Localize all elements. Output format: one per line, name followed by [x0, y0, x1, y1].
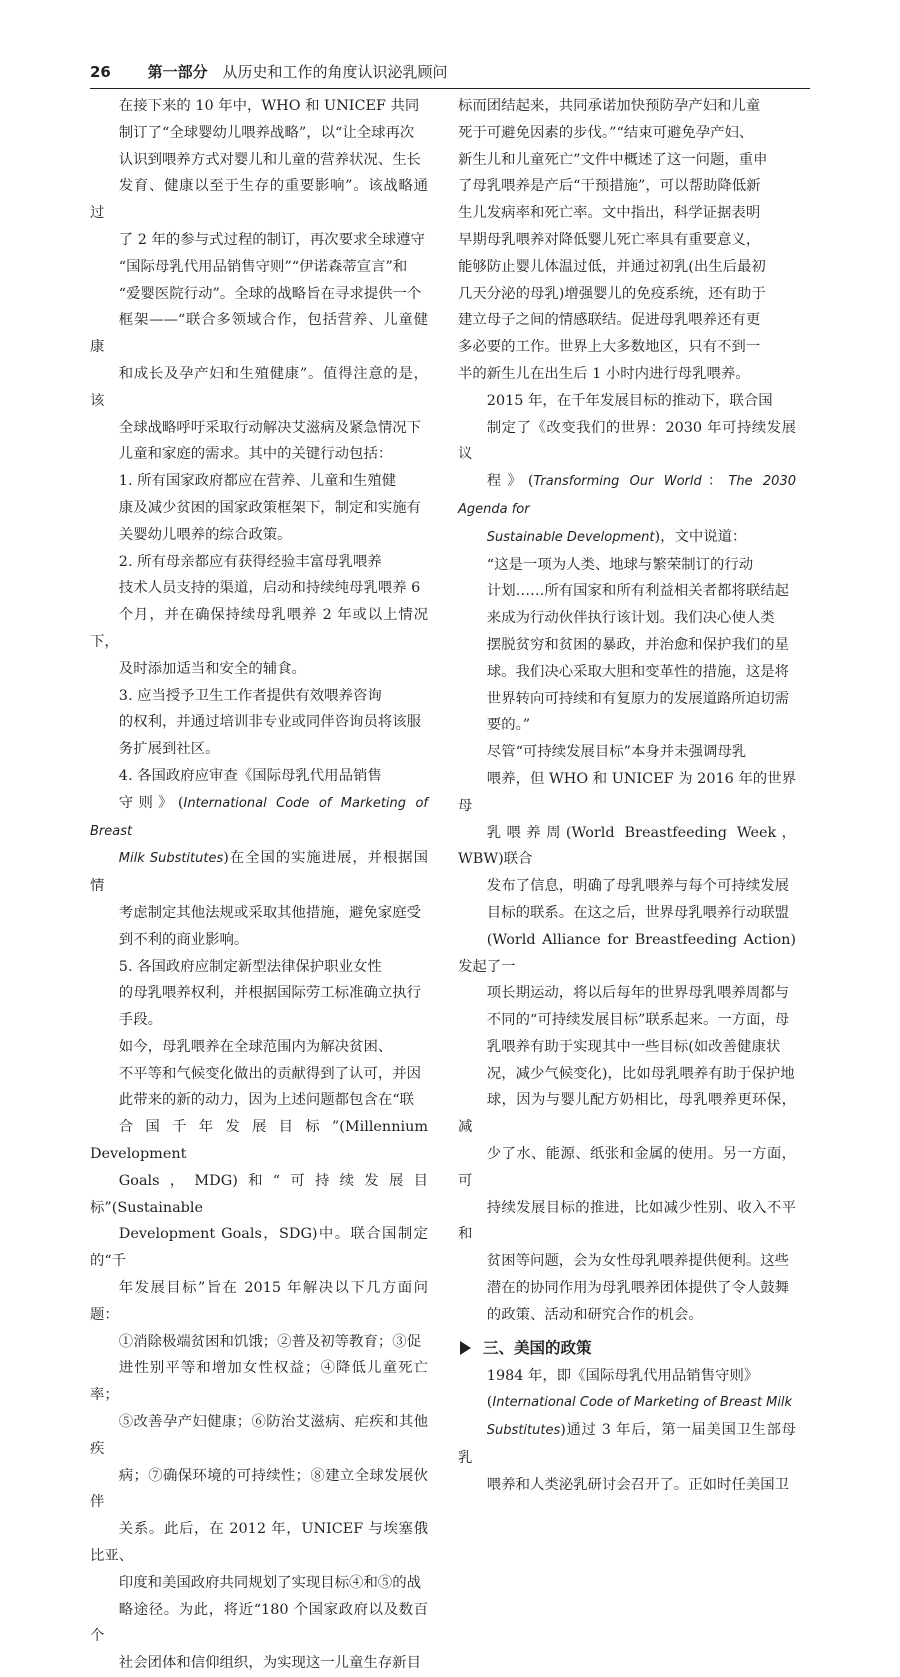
text-run: )在全国的实施进展，并根据国情 [90, 850, 429, 895]
text-line: 死于可避免因素的步伐。”“结束可避免孕产妇、 [458, 124, 754, 141]
text-line: “这是一项为人类、地球与繁荣制订的行动 [486, 556, 754, 573]
text-line: (World Alliance for Breastfeeding Action)发起了一 [458, 931, 796, 975]
text-line: 制定了《改变我们的世界：2030 年可持续发展议 [458, 419, 796, 463]
text-line [458, 1417, 796, 1472]
text-line: 贫困等问题，会为女性母乳喂养提供便利。这些 [486, 1253, 790, 1270]
text-line: 世界转向可持续和有复原力的发展道路所迫切需 [486, 690, 790, 707]
text-line: 手段。 [118, 1012, 162, 1029]
text-line: 要的。” [486, 717, 531, 734]
text-line: 年发展目标”旨在 2015 年解决以下几方面问题： [90, 1280, 428, 1323]
english-title-italic: Milk Substitutes [118, 851, 224, 867]
text-line: 全球战略呼吁采取行动解决艾滋病及紧急情况下 [118, 419, 422, 436]
text-line: 的政策、活动和研究合作的机会。 [486, 1306, 703, 1323]
right-paragraph-4 [458, 1363, 796, 1499]
right-paragraph-1 [458, 93, 796, 388]
english-title-italic: International Code of Marketing of Breast Milk [492, 1395, 793, 1411]
text-line: ⑤改善孕产妇健康；⑥防治艾滋病、疟疾和其他疾 [90, 1414, 428, 1457]
text-line: 进性别平等和增加女性权益；④降低儿童死亡率； [90, 1360, 428, 1404]
text-line [90, 790, 428, 846]
text-line: 乳喂养有助于实现其中一些目标(如改善健康状 [486, 1038, 781, 1055]
text-line: 发布了信息，明确了母乳喂养与每个可持续发展 [486, 878, 790, 895]
un-agenda-quote [458, 552, 796, 740]
text-line: 计划……所有国家和所有利益相关者都将联结起 [486, 583, 790, 600]
text-line: 的母乳喂养权利，并根据国际劳工标准确立执行 [118, 985, 422, 1002]
text-line: 关系。此后，在 2012 年，UNICEF 与埃塞俄比亚、 [90, 1521, 428, 1565]
english-title-italic: International Code of Marketing of Breast [90, 795, 428, 839]
text-line: 康及减少贫困的国家政策框架下，制定和实施有 [118, 499, 422, 516]
text-line: 球，因为与婴儿配方奶相比，母乳喂养更环保，减 [458, 1092, 796, 1136]
text-run: 程》( [486, 473, 534, 490]
text-line: 摆脱贫穷和贫困的暴政，并治愈和保护我们的星 [486, 636, 790, 653]
text-line: 来成为行动伙伴执行该计划。我们决心使人类 [486, 610, 775, 627]
left-column [90, 93, 429, 1672]
text-line [458, 524, 796, 552]
text-line: 目标的联系。在这之后，世界母乳喂养行动联盟 [486, 904, 790, 921]
text-line: 在接下来的 10 年中，WHO 和 UNICEF 共同 [118, 98, 420, 114]
text-line: 社会团体和信仰组织，为实现这一儿童生存新目 [118, 1655, 422, 1672]
text-line: 5. 各国政府应制定新型法律保护职业女性 [118, 958, 382, 975]
text-line [458, 468, 796, 524]
text-line: 制订了“全球婴幼儿喂养战略”，以“让全球再次 [118, 124, 415, 141]
page-number: 26 [90, 63, 111, 81]
text-line: 略途径。为此，将近“180 个国家政府以及数百个 [90, 1601, 428, 1645]
text-line: 4. 各国政府应审查《国际母乳代用品销售 [118, 767, 382, 784]
text-line: 建立母子之间的情感联结。促进母乳喂养还有更 [458, 312, 761, 329]
english-title-italic: Transforming Our World [533, 474, 702, 490]
text-line: 半的新生儿在出生后 1 小时内进行母乳喂养。 [458, 365, 750, 382]
text-run: )通过 3 年后，第一届美国卫生部母乳 [458, 1422, 796, 1467]
text-line: 少了水、能源、纸张和金属的使用。另一方面，可 [458, 1146, 796, 1189]
text-line: Goals，MDG)和“可持续发展目标”(Sustainable [90, 1172, 428, 1216]
section-heading-text: 三、美国的政策 [483, 1338, 592, 1357]
text-line: 几天分泌的母乳)增强婴儿的免疫系统，还有助于 [458, 285, 766, 302]
text-line: 及时添加适当和安全的辅食。 [118, 660, 306, 677]
text-line: 如今，母乳喂养在全球范围内为解决贫困、 [118, 1038, 393, 1055]
key-action-item-5 [90, 954, 428, 1034]
text-run: )，文中说道： [654, 528, 747, 545]
text-line: 了母乳喂养是产后“干预措施”，可以帮助降低新 [458, 178, 761, 195]
english-title-italic: Substitutes [486, 1423, 561, 1439]
page-header [90, 60, 810, 89]
english-title-italic: The 2030 Agenda for [458, 474, 796, 517]
text-line: “国际母乳代用品销售守则”“伊诺森蒂宣言”和 [118, 258, 408, 275]
text-line: 务扩展到社区。 [118, 741, 220, 758]
text-line: 和成长及孕产妇和生殖健康”。值得注意的是，该 [90, 365, 428, 409]
text-line: 了 2 年的参与式过程的制订，再次要求全球遵守 [118, 231, 425, 248]
text-line: “爱婴医院行动”。全球的战略旨在寻求提供一个 [118, 285, 422, 302]
text-line: 3. 应当授予卫生工作者提供有效喂养咨询 [118, 687, 382, 704]
text-line: 1984 年，即《国际母乳代用品销售守则》 [486, 1367, 759, 1384]
right-paragraph-3 [458, 739, 796, 1329]
section-heading [458, 1335, 796, 1361]
key-action-item-1 [90, 468, 428, 548]
text-line: 球。我们决心采取大胆和变革性的措施，这是将 [486, 663, 790, 680]
text-line: 2015 年，在千年发展目标的推动下，联合国 [486, 392, 773, 409]
text-line: 考虑制定其他法规或采取其他措施，避免家庭受 [118, 904, 422, 921]
text-line: 况，减少气候变化)，比如母乳喂养有助于保护地 [486, 1065, 795, 1082]
text-line: 此带来的新的动力，因为上述问题都包含在“联 [118, 1092, 414, 1109]
text-line: 到不利的商业影响。 [118, 931, 249, 948]
right-column [458, 93, 796, 1493]
text-line: 认识到喂养方式对婴儿和儿童的营养状况、生长 [118, 151, 422, 168]
key-action-item-4 [90, 763, 428, 954]
text-line: 早期母乳喂养对降低婴儿死亡率具有重要意义， [458, 231, 761, 248]
left-paragraph-2 [90, 1034, 428, 1677]
text-line: 喂养，但 WHO 和 UNICEF 为 2016 年的世界母 [458, 770, 796, 814]
text-line: 发育、健康以至于生存的重要影响”。该战略通过 [90, 178, 428, 222]
text-line: 关婴幼儿喂养的综合政策。 [118, 526, 292, 543]
text-line: 潜在的协同作用为母乳喂养团体提供了令人鼓舞 [486, 1280, 790, 1297]
text-line: 多必要的工作。世界上大多数地区，只有不到一 [458, 339, 761, 356]
text-line: 个月，并在确保持续母乳喂养 2 年或以上情况下， [90, 607, 428, 650]
text-line: 框架——“联合多领域合作，包括营养、儿童健康 [90, 312, 428, 356]
triangle-bullet-icon [460, 1341, 471, 1355]
text-line: 持续发展目标的推进，比如减少性别、收入不平和 [458, 1199, 796, 1243]
text-line: 生儿发病率和死亡率。文中指出，科学证据表明 [458, 205, 761, 222]
text-line: 能够防止婴儿体温过低，并通过初乳(出生后最初 [458, 258, 766, 275]
text-run: ： [701, 473, 729, 490]
text-line: 不同的“可持续发展目标”联系起来。一方面，母 [486, 1012, 790, 1029]
text-line: 尽管“可持续发展目标”本身并未强调母乳 [486, 744, 747, 761]
text-line: 的权利，并通过培训非专业或同伴咨询员将该服 [118, 714, 422, 731]
text-line: 印度和美国政府共同规划了实现目标④和⑤的战 [118, 1574, 422, 1591]
text-line: 项长期运动，将以后每年的世界母乳喂养周都与 [486, 985, 790, 1002]
text-line: 技术人员支持的渠道，启动和持续纯母乳喂养 6 [118, 580, 421, 597]
text-run: ( [486, 1394, 493, 1411]
text-line [90, 845, 428, 900]
left-paragraph-1 [90, 93, 428, 468]
text-line: 不平等和气候变化做出的贡献得到了认可，并因 [118, 1065, 422, 1082]
text-line: Development Goals，SDG)中。联合国制定的“千 [90, 1226, 428, 1270]
text-run: 守则》( [118, 794, 184, 811]
text-line: 1. 所有国家政府都应在营养、儿童和生殖健 [118, 473, 397, 490]
text-line: 乳喂养周(World Breastfeeding Week，WBW)联合 [458, 824, 796, 868]
english-title-italic: Sustainable Development [486, 529, 655, 545]
text-line: 标而团结起来，共同承诺加快预防孕产妇和儿童 [458, 98, 761, 114]
text-line [458, 1389, 796, 1417]
right-paragraph-2 [458, 388, 796, 552]
key-action-item-2 [90, 549, 428, 683]
text-line: 新生儿和儿童死亡”文件中概述了这一问题，重申 [458, 151, 768, 168]
part-title: 第一部分 [147, 63, 208, 81]
text-line: 2. 所有母亲都应有获得经验丰富母乳喂养 [118, 553, 382, 570]
text-line: 合国千年发展目标”(Millennium Development [90, 1119, 428, 1163]
text-line: 喂养和人类泌乳研讨会召开了。正如时任美国卫 [486, 1476, 790, 1493]
key-action-item-3 [90, 683, 428, 763]
text-line: 儿童和家庭的需求。其中的关键行动包括： [118, 446, 393, 463]
text-line: ①消除极端贫困和饥饿；②普及初等教育；③促 [118, 1333, 422, 1350]
chapter-subtitle: 从历史和工作的角度认识泌乳顾问 [222, 63, 448, 81]
text-line: 病；⑦确保环境的可持续性；⑧建立全球发展伙伴 [90, 1467, 428, 1511]
